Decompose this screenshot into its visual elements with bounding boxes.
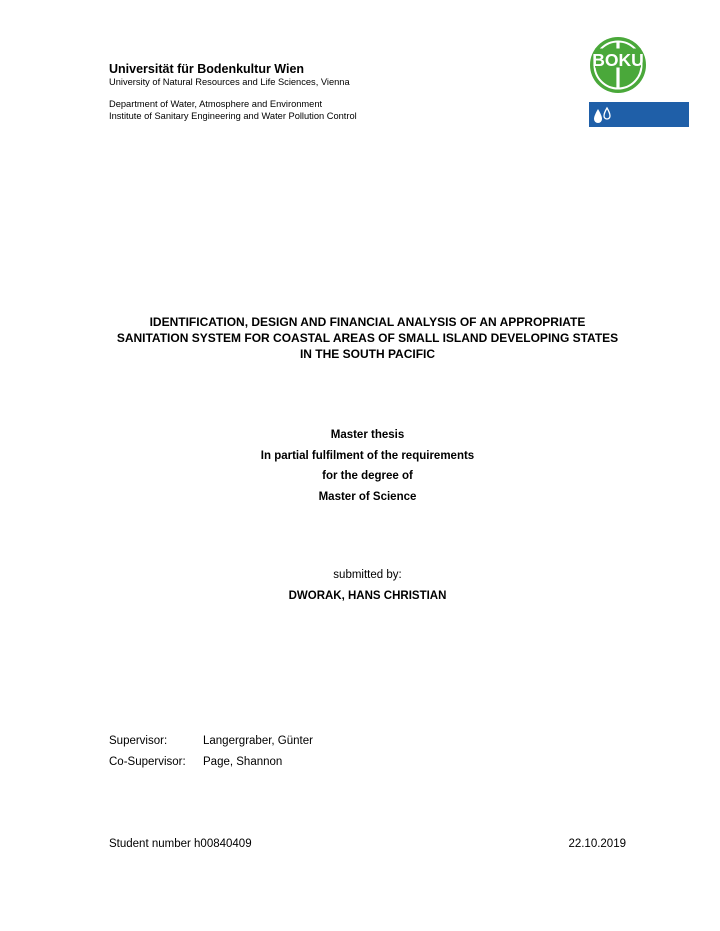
submitted-by-label: submitted by: bbox=[333, 569, 402, 581]
institute-name: Institute of Sanitary Engineering and Water Pollution Control bbox=[109, 111, 357, 121]
thesis-title bbox=[60, 314, 675, 362]
boku-logo-icon bbox=[589, 36, 647, 94]
title-line: IDENTIFICATION, DESIGN AND FINANCIAL ANALYSIS OF AN APPROPRIATE bbox=[149, 315, 586, 329]
title-line: SANITATION SYSTEM FOR COASTAL AREAS OF SMALL ISLAND DEVELOPING STATES bbox=[116, 331, 619, 345]
thesis-line: In partial fulfilment of the requirements bbox=[260, 449, 475, 462]
supervisor-row bbox=[109, 735, 313, 747]
thesis-line: Master of Science bbox=[318, 490, 417, 503]
thesis-line: Master thesis bbox=[330, 429, 405, 441]
university-subtitle: University of Natural Resources and Life Sciences, Vienna bbox=[109, 77, 350, 87]
co-supervisor-row bbox=[109, 756, 282, 768]
water-drops-icon bbox=[589, 102, 689, 127]
submission-date: 22.10.2019 bbox=[568, 838, 626, 850]
thesis-line: for the degree of bbox=[322, 470, 413, 482]
logo-text: BOKU bbox=[592, 50, 644, 70]
boku-logo bbox=[589, 36, 689, 128]
student-number: Student number h00840409 bbox=[109, 838, 252, 850]
department-name: Department of Water, Atmosphere and Environment bbox=[109, 99, 323, 109]
author-name: DWORAK, HANS CHRISTIAN bbox=[288, 590, 447, 602]
co-supervisor-label: Co-Supervisor: bbox=[109, 756, 186, 768]
thesis-description bbox=[60, 425, 675, 507]
title-line: IN THE SOUTH PACIFIC bbox=[299, 347, 436, 361]
co-supervisor-name: Page, Shannon bbox=[203, 756, 283, 768]
university-name: Universität für Bodenkultur Wien bbox=[109, 62, 305, 76]
supervisor-name: Langergraber, Günter bbox=[203, 735, 313, 747]
supervisor-label: Supervisor: bbox=[109, 735, 168, 747]
